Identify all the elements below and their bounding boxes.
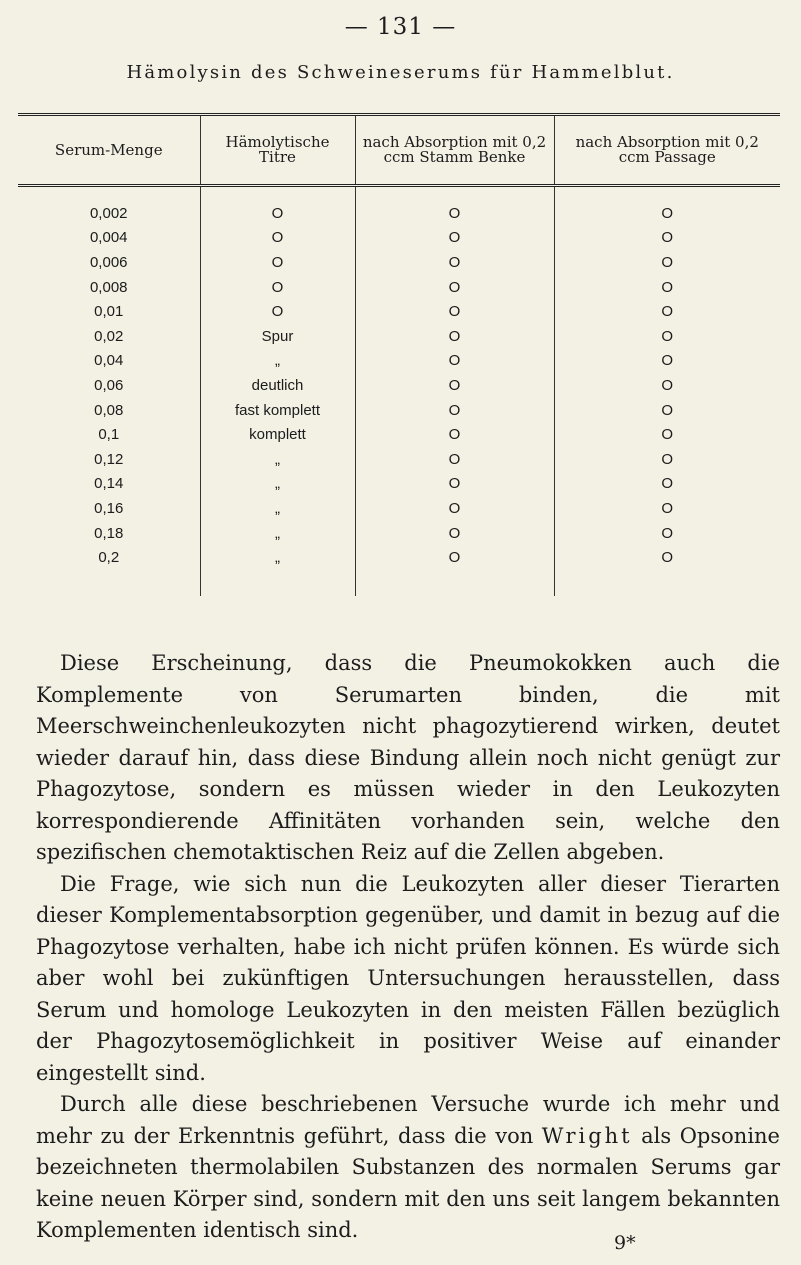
table-spacer-cell — [18, 570, 200, 596]
table-cell: komplett — [200, 422, 355, 447]
table-row — [18, 398, 780, 423]
table-cell: O — [554, 545, 780, 570]
table-row — [18, 186, 780, 226]
table-cell: O — [554, 324, 780, 349]
table-row — [18, 545, 780, 570]
table-cell: O — [355, 545, 554, 570]
table-row — [18, 422, 780, 447]
table-cell: O — [554, 250, 780, 275]
table-cell: O — [554, 299, 780, 324]
table-cell: deutlich — [200, 373, 355, 398]
table-row — [18, 275, 780, 300]
table-cell: O — [200, 226, 355, 251]
table-cell: 0,06 — [94, 376, 124, 394]
table-cell: O — [554, 398, 780, 423]
table-caption: Hämolysin des Schweineserums für Hammelblut. — [126, 62, 675, 83]
table-cell: O — [554, 447, 780, 472]
paragraph-text: als Opsonine bezeichneten thermolabilen Substanzen des normalen Serums gar keine neuen Körper sind, sondern mit den uns seit langem bekannten Komplementen identisch sind. — [36, 1123, 780, 1242]
table-row — [18, 226, 780, 251]
table-row — [18, 250, 780, 275]
table-cell: O — [355, 226, 554, 251]
table-cell: 0,008 — [89, 278, 128, 296]
table-cell: O — [554, 275, 780, 300]
table-row — [18, 349, 780, 374]
table-cell: O — [200, 275, 355, 300]
paragraph-text: Durch alle diese beschriebenen Versuche wurde ich mehr und mehr zu der Erkenntnis geführt, dass die von — [36, 1092, 780, 1148]
table-cell: „ — [200, 349, 355, 374]
table-cell: 0,006 — [89, 253, 128, 271]
table-cell: 0,08 — [94, 401, 124, 419]
header-haemolytische-titre: Hämolytische Titre — [200, 115, 355, 186]
table-cell: O — [355, 275, 554, 300]
table-cell: O — [554, 186, 780, 226]
paragraph — [36, 1089, 780, 1247]
table-cell: 0,004 — [89, 229, 128, 247]
table-row — [18, 299, 780, 324]
body-text — [36, 648, 780, 1247]
table-cell: 0,16 — [94, 499, 124, 517]
table-row — [18, 373, 780, 398]
table-cell: O — [355, 422, 554, 447]
table-cell: O — [554, 521, 780, 546]
table-cell: „ — [200, 496, 355, 521]
table-cell: 0,04 — [94, 352, 124, 370]
table-cell: „ — [200, 521, 355, 546]
table-cell: „ — [200, 472, 355, 497]
author-name-wright: Wright — [541, 1123, 633, 1148]
table-body — [18, 186, 780, 596]
table-row — [18, 496, 780, 521]
header-serum-menge: Serum-Menge — [18, 115, 200, 186]
header-absorption-stamm-benke: nach Absorption mit 0,2 ccm Stamm Benke — [355, 115, 554, 186]
header-absorption-passage: nach Absorption mit 0,2 ccm Passage — [554, 115, 780, 186]
table-cell: 0,1 — [98, 426, 120, 444]
table-cell: O — [554, 349, 780, 374]
table-spacer-cell — [554, 570, 780, 596]
table-cell: O — [355, 373, 554, 398]
table-cell: „ — [200, 545, 355, 570]
table-cell: O — [200, 299, 355, 324]
table-cell: „ — [200, 447, 355, 472]
table-cell: 0,12 — [94, 450, 124, 468]
table-row — [18, 324, 780, 349]
table-cell: fast komplett — [200, 398, 355, 423]
table-cell: O — [200, 250, 355, 275]
table-row — [18, 521, 780, 546]
table-cell: 0,14 — [94, 475, 124, 493]
hemolysin-table — [18, 113, 780, 633]
table-header-row — [18, 115, 780, 186]
table-cell: O — [355, 521, 554, 546]
table-row — [18, 447, 780, 472]
table-row — [18, 472, 780, 497]
table-spacer-cell — [200, 570, 355, 596]
table-cell: O — [355, 398, 554, 423]
table-cell: O — [355, 447, 554, 472]
table-cell: O — [355, 349, 554, 374]
table-cell: O — [554, 472, 780, 497]
table-cell: Spur — [200, 324, 355, 349]
table-cell: O — [554, 496, 780, 521]
table-cell: 0,18 — [94, 524, 124, 542]
table-cell: O — [355, 250, 554, 275]
paragraph: Die Frage, wie sich nun die Leukozyten aller dieser Tierarten dieser Komplementabsorption gegenüber, und damit in bezug auf die Phagozytose verhalten, habe ich nicht prüfen können. Es würde sich aber wohl bei zukünftigen Untersuchungen herausstellen, dass Serum und homologe Leukozyten in den meisten Fällen bezüglich der Phagozytosemöglichkeit in positiver Weise auf einander eingestellt sind. — [36, 871, 780, 1085]
table-cell: 0,002 — [89, 204, 128, 222]
table-cell: O — [554, 422, 780, 447]
table-cell: 0,2 — [98, 549, 120, 567]
page-number: — 131 — — [344, 14, 457, 40]
table-cell: 0,02 — [94, 327, 124, 345]
table-cell: O — [200, 186, 355, 226]
table-cell: O — [355, 324, 554, 349]
table-cell: O — [355, 496, 554, 521]
table-cell: O — [355, 186, 554, 226]
table-cell: O — [355, 472, 554, 497]
table-spacer-cell — [355, 570, 554, 596]
table-spacer-row — [18, 570, 780, 596]
table-cell: O — [355, 299, 554, 324]
table-cell: O — [554, 226, 780, 251]
table-cell: O — [554, 373, 780, 398]
signature-mark: 9* — [614, 1232, 636, 1254]
table-cell: 0,01 — [94, 303, 124, 321]
paragraph: Diese Erscheinung, dass die Pneumokokken auch die Komplemente von Serumarten binden, die mit Meerschweinchenleukozyten nicht phagozytierend wirken, deutet wieder darauf hin, dass diese Bindung allein noch nicht genügt zur Phagozytose, sondern es müssen wieder in den Leukozyten korrespondierende Affinitäten vorhanden sein, welche den spezifischen chemotaktischen Reiz auf die Zellen abgeben. — [36, 651, 780, 864]
